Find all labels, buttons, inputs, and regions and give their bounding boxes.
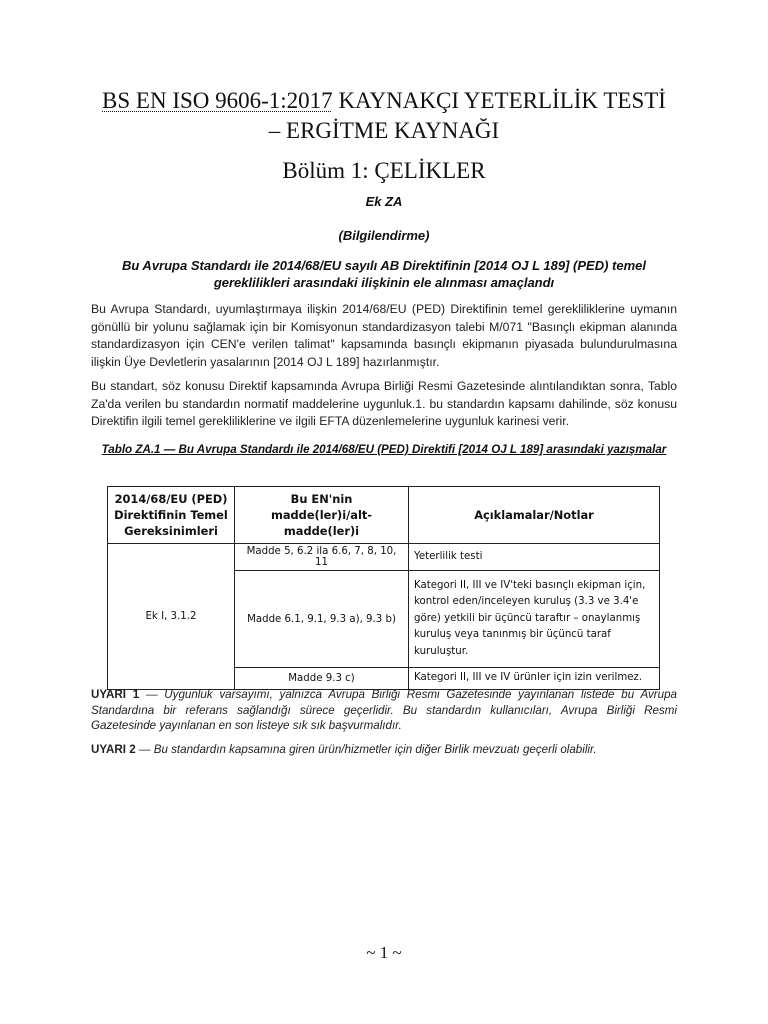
warning-text: — Uygunluk varsayımı, yalnızca Avrupa Birliği Resmi Gazetesinde yayınlanan listede bu Avrupa Standardına bir referans sağlandığı sürece geçerlidir. Bu standardın kullanıcıları, Avrupa Birliği Resmi Gazetesinde yayınlanan en son listeye sık sık başvurmalıdır. bbox=[91, 688, 677, 732]
part-title: Bölüm 1: ÇELİKLER bbox=[282, 158, 486, 183]
warning-2 bbox=[91, 742, 677, 758]
document-title-line2: – ERGİTME KAYNAĞI bbox=[268, 118, 500, 143]
table-row bbox=[108, 544, 660, 571]
warning-label: UYARI 2 bbox=[91, 743, 136, 756]
table-header-cell: Açıklamalar/Notlar bbox=[409, 487, 660, 544]
annex-name: Ek ZA bbox=[365, 194, 403, 209]
clause-cell: Madde 6.1, 9.1, 9.3 a), 9.3 b) bbox=[235, 571, 409, 668]
notes-cell: Yeterlilik testi bbox=[409, 544, 660, 571]
annex-type: (Bilgilendirme) bbox=[338, 228, 430, 243]
page-number: ~ 1 ~ bbox=[366, 943, 402, 962]
document-title bbox=[0, 86, 768, 116]
title-text: KAYNAKÇI YETERLİLİK TESTİ bbox=[332, 88, 666, 113]
clause-cell: Madde 9.3 c) bbox=[235, 668, 409, 690]
table-header-cell: Bu EN'nin madde(ler)i/alt-madde(ler)i bbox=[235, 487, 409, 544]
table-caption: Tablo ZA.1 — Bu Avrupa Standardı ile 2014/68/EU (PED) Direktifi [2014 OJ L 189] arasındaki yazışmalar bbox=[101, 443, 667, 456]
notes-cell: Kategori II, III ve IV'teki basınçlı ekipman için, kontrol eden/inceleyen kuruluş (3.3 ve 3.4'e göre) yetkili bir üçüncü taraftır – onaylanmış kuruluş veya tanınmış bir üçüncü taraf kuruluştur. bbox=[409, 571, 660, 668]
warning-label: UYARI 1 bbox=[91, 688, 140, 701]
correspondence-table bbox=[107, 486, 660, 690]
table-header-cell: 2014/68/EU (PED) Direktifinin Temel Gereksinimleri bbox=[108, 487, 235, 544]
clause-cell: Madde 5, 6.2 ila 6.6, 7, 8, 10, 11 bbox=[235, 544, 409, 571]
notes-cell: Kategori II, III ve IV ürünler için izin verilmez. bbox=[409, 668, 660, 690]
standard-reference: BS EN ISO 9606-1:2017 bbox=[102, 88, 333, 113]
warning-text: — Bu standardın kapsamına giren ürün/hizmetler için diğer Birlik mevzuatı geçerli olabilir. bbox=[135, 743, 597, 756]
paragraph-1: Bu Avrupa Standardı, uyumlaştırmaya ilişkin 2014/68/EU (PED) Direktifinin temel gerekliliklerine uymanın gönüllü bir yolunu sağlamak için bir Komisyonun standardizasyon talebi M/071 "Basınçlı ekipman alanında standardizasyon için CEN'e verilen talimat" kapsamında basınçlı ekipmanın piyasada bulundurulmasına ilişkin Üye Devletlerin yasalarının [2014 OJ L 189] hazırlanmıştır. bbox=[91, 302, 677, 369]
requirement-cell: Ek I, 3.1.2 bbox=[108, 544, 235, 690]
annex-heading: Bu Avrupa Standardı ile 2014/68/EU sayılı AB Direktifinin [2014 OJ L 189] (PED) temel gereklilikleri arasındaki ilişkinin ele alınması amaçlandı bbox=[121, 258, 647, 290]
warning-1 bbox=[91, 687, 677, 734]
table-header-row bbox=[108, 487, 660, 544]
paragraph-2: Bu standart, söz konusu Direktif kapsamında Avrupa Birliği Resmi Gazetesinde alıntılandıktan sonra, Tablo Za'da verilen bu standardın normatif maddelerine uygunluk.1. bu standardın kapsamı dahilinde, söz konusu Direktifin ilgili temel gerekliliklerine ve ilgili EFTA düzenlemelerine uygunluk karinesi verir. bbox=[91, 379, 677, 428]
